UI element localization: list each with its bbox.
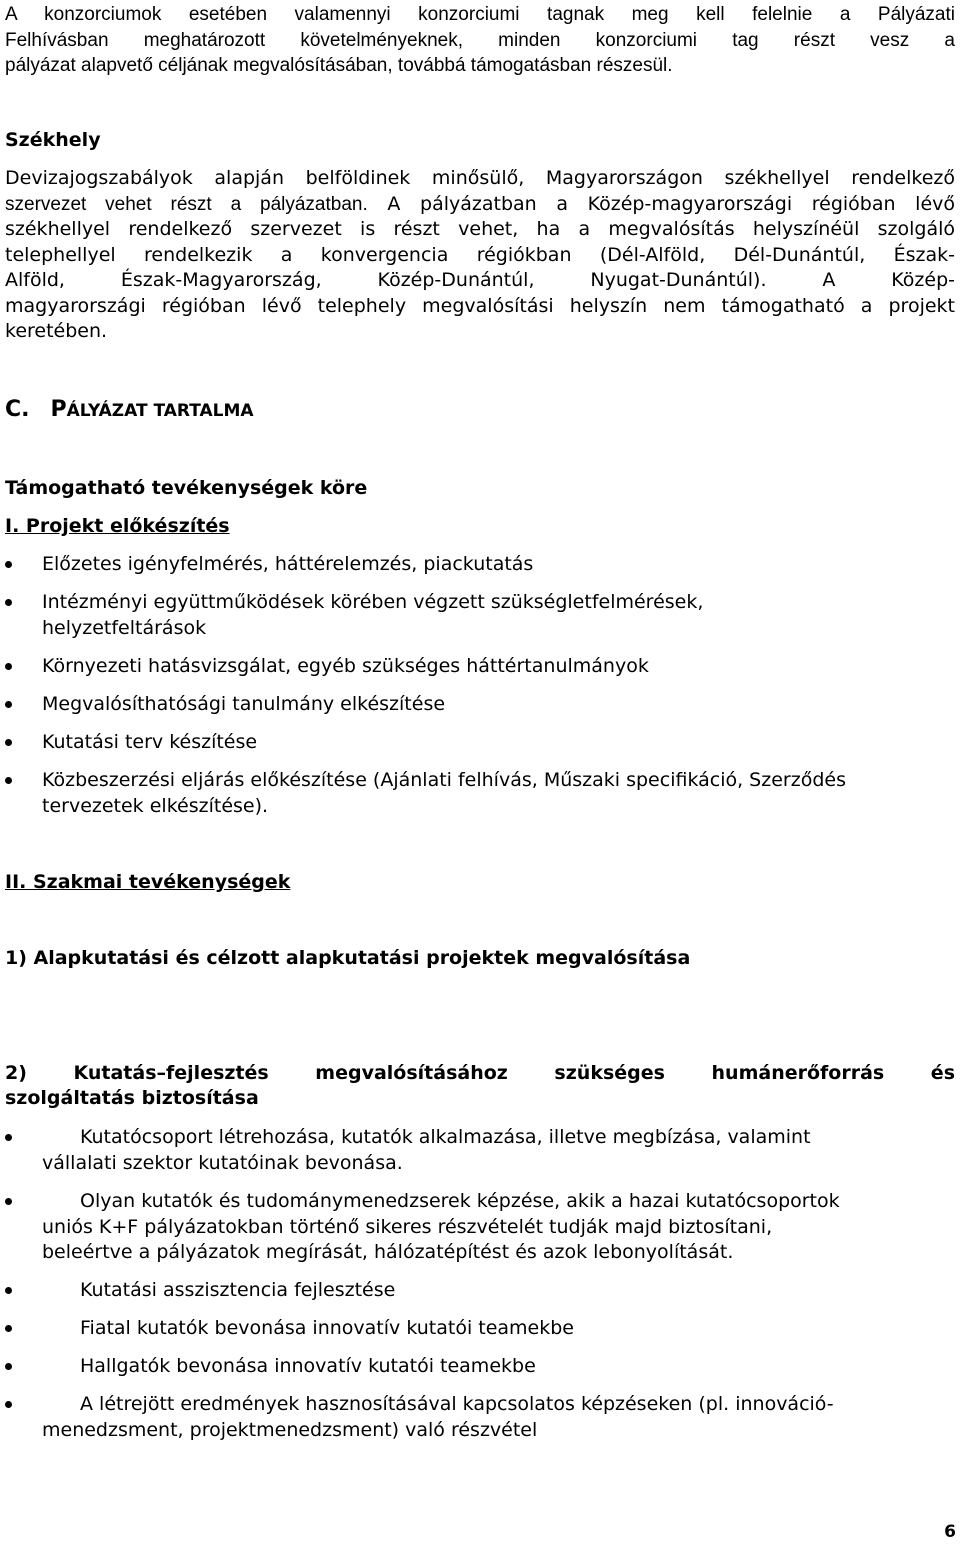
szekhely-paragraph <box>5 166 955 345</box>
bullet-icon <box>5 663 12 670</box>
section-c-initial: P <box>50 397 67 422</box>
szakmai-subheading-2-line: szolgáltatás biztosítása <box>5 1087 259 1109</box>
list-item-text: Környezeti hatásvizsgálat, egyéb szükséges háttértanulmányok <box>42 655 649 677</box>
bullet-icon <box>5 599 12 606</box>
szakmai-subheading-2 <box>5 1061 955 1111</box>
intro-paragraph <box>5 2 955 79</box>
bullet-icon <box>5 777 12 784</box>
projekt-heading: I. Projekt előkészítés <box>5 515 230 537</box>
szekhely-line: telephellyel rendelkezik a konvergencia régiókban (Dél-Alföld, Dél-Dunántúl, Észak- <box>5 243 955 266</box>
szekhely-line-part: szervezet vehet részt a pályázatban. <box>5 193 368 215</box>
bullet-icon <box>5 1325 12 1332</box>
szekhely-heading: Székhely <box>5 129 101 151</box>
list-item <box>5 730 955 756</box>
section-c-heading <box>5 397 955 424</box>
list-item-text: Fiatal kutatók bevonása innovatív kutatói teamekbe <box>80 1317 574 1339</box>
szekhely-line: magyarországi régióban lévő telephely megvalósítási helyszín nem támogatható a projekt <box>5 294 955 317</box>
szekhely-line: Alföld, Észak-Magyarország, Közép-Dunántúl, Nyugat-Dunántúl). A Közép- <box>5 269 955 291</box>
szakmai-heading: II. Szakmai tevékenységek <box>5 871 291 893</box>
list-item-text: A létrejött eredmények hasznosításával kapcsolatos képzéseken (pl. innováció- <box>80 1393 834 1415</box>
list-item-text: Előzetes igényfelmérés, háttérelemzés, piackutatás <box>42 553 534 575</box>
page-number: 6 <box>944 1522 956 1542</box>
list-item-text: menedzsment, projektmenedzsment) való részvétel <box>42 1418 538 1441</box>
bullet-icon <box>5 1287 12 1294</box>
list-item-text: Kutatócsoport létrehozása, kutatók alkalmazása, illetve megbízása, valamint <box>80 1126 811 1148</box>
list-item <box>5 1392 955 1443</box>
list-item <box>5 1354 955 1380</box>
szakmai-subheading-2-line: 2) Kutatás–fejlesztés megvalósításához szükséges humánerőforrás és <box>5 1062 955 1084</box>
tamogathato-heading: Támogatható tevékenységek köre <box>5 477 368 499</box>
list-item-text: vállalati szektor kutatóinak bevonása. <box>42 1151 403 1174</box>
bullet-icon <box>5 1401 12 1408</box>
bullet-icon <box>5 1134 12 1141</box>
list-item-text: Olyan kutatók és tudománymenedzserek képzése, akik a hazai kutatócsoportok <box>80 1190 840 1212</box>
list-item-text: tervezetek elkészítése). <box>42 794 269 817</box>
section-c-letter: C. <box>5 397 30 422</box>
list-item <box>5 654 955 680</box>
list-item-text: Közbeszerzési eljárás előkészítése (Ajánlati felhívás, Műszaki specifikáció, Szerződés <box>42 769 846 791</box>
szekhely-line-part: A pályázatban a Közép-magyarországi régióban lévő <box>387 192 956 215</box>
list-item-text: Megvalósíthatósági tanulmány elkészítése <box>42 693 446 715</box>
szakmai-subheading-1: 1) Alapkutatási és célzott alapkutatási projektek megvalósítása <box>5 947 691 969</box>
intro-line: Felhívásban meghatározott követelményeknek, minden konzorciumi tag részt vesz a <box>5 29 955 51</box>
list-item <box>5 692 955 718</box>
szekhely-line: Devizajogszabályok alapján belföldinek minősülő, Magyarországon székhellyel rendelkező <box>5 167 955 189</box>
list-item <box>5 768 955 819</box>
list-item-text: Hallgatók bevonása innovatív kutatói teamekbe <box>80 1355 536 1377</box>
list-item-text: Kutatási terv készítése <box>42 731 258 753</box>
bullet-icon <box>5 1363 12 1370</box>
intro-line: pályázat alapvető céljának megvalósításában, továbbá támogatásban részesül. <box>5 55 673 76</box>
szekhely-line: keretében. <box>5 320 108 342</box>
list-item-text: Intézményi együttműködések körében végzett szükségletfelmérések, <box>42 591 704 613</box>
list-item <box>5 1278 955 1304</box>
list-item-text: Kutatási asszisztencia fejlesztése <box>80 1279 396 1301</box>
bullet-icon <box>5 1198 12 1205</box>
list-item-text: uniós K+F pályázatokban történő sikeres részvételét tudják majd biztosítani, <box>42 1215 773 1238</box>
intro-line: A konzorciumok esetében valamennyi konzorciumi tagnak meg kell felelnie a Pályázati <box>5 4 955 25</box>
bullet-icon <box>5 701 12 708</box>
list-item-text: helyzetfeltárások <box>42 616 207 639</box>
list-item-text: beleértve a pályázatok megírását, hálózatépítést és azok lebonyolítását. <box>42 1241 734 1263</box>
list-item <box>5 1125 955 1176</box>
list-item <box>5 590 955 641</box>
list-item <box>5 1316 955 1342</box>
szekhely-line <box>5 192 955 218</box>
section-c-rest: ÁLYÁZAT TARTALMA <box>66 401 254 421</box>
szekhely-line: székhellyel rendelkező szervezet is részt vehet, ha a megvalósítás helyszínéül szolgáló <box>5 218 955 240</box>
bullet-icon <box>5 561 12 568</box>
list-item <box>5 552 955 578</box>
bullet-icon <box>5 739 12 746</box>
list-item <box>5 1189 955 1266</box>
